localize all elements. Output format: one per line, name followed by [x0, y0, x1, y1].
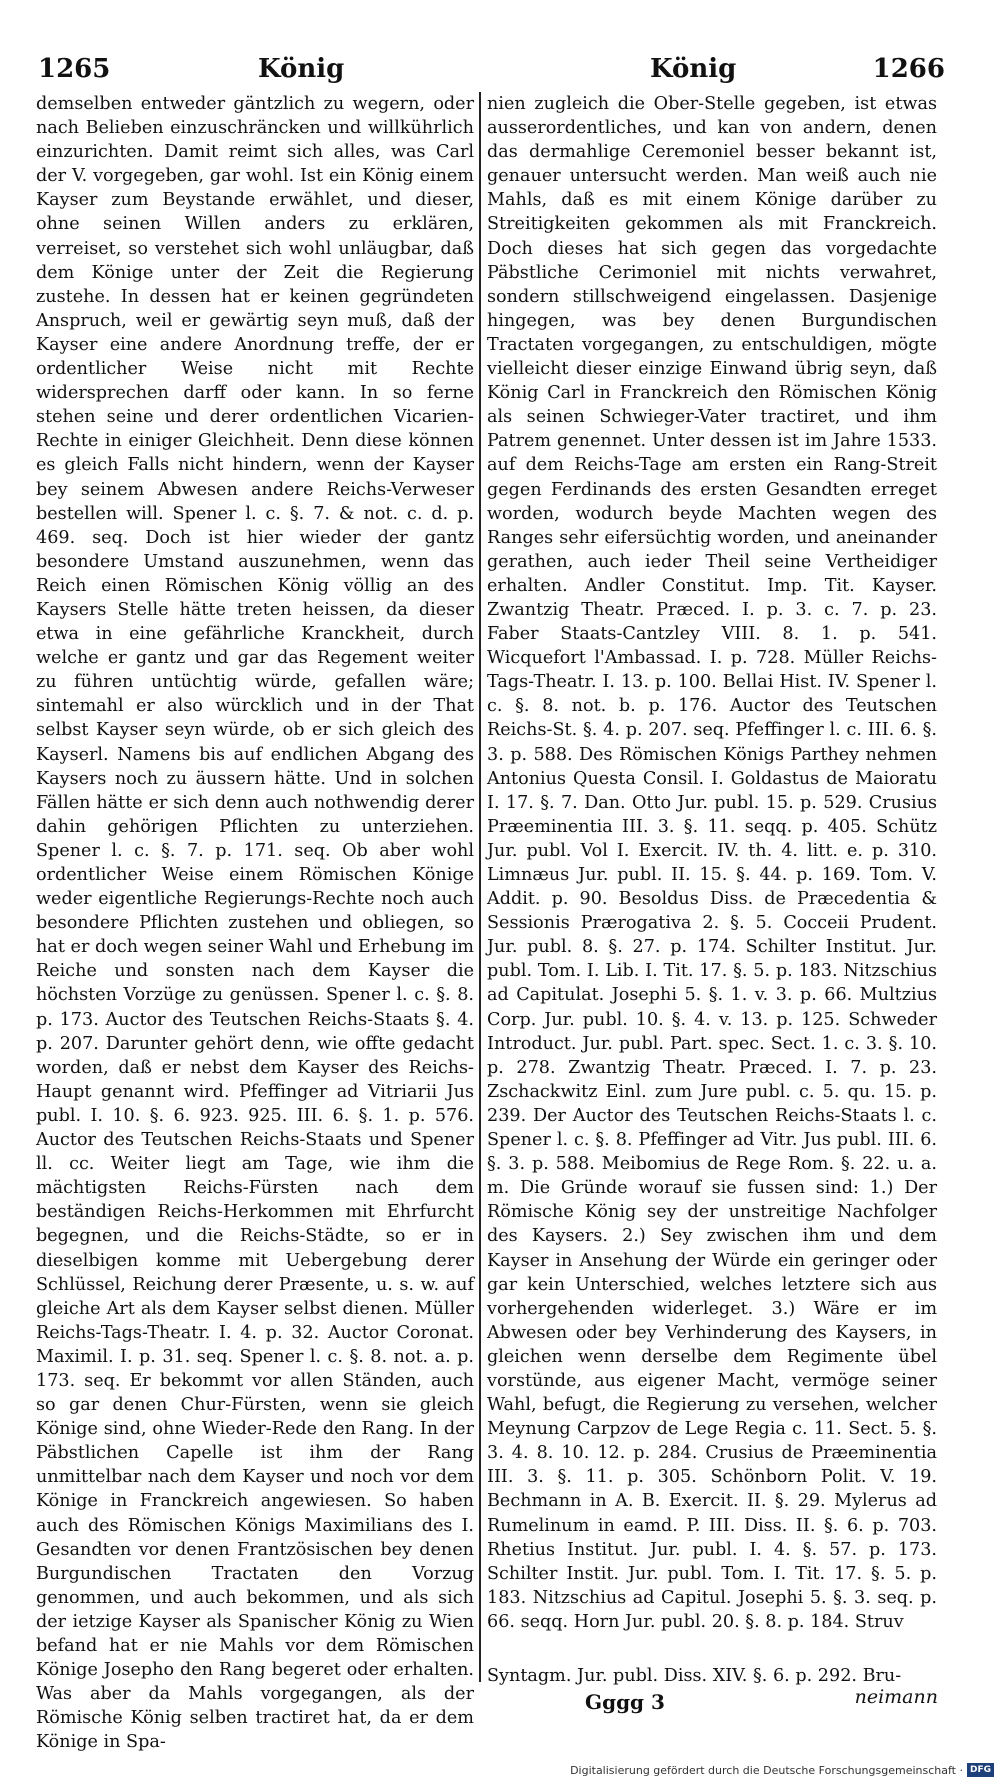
right-column-last-line: Syntagm. Jur. publ. Diss. XIV. §. 6. p. 292. Bru- — [487, 1666, 902, 1686]
page-header — [30, 54, 945, 88]
running-headword-right: König — [650, 54, 737, 84]
signature-mark: Gggg 3 — [585, 1690, 665, 1714]
left-column-text: demselben entweder gäntzlich zu wegern, oder nach Belieben einzuschräncken und willkührlich einzurichten. Damit reimt sich alles, was Carl der V. vorgegeben, gar wohl. Ist ein König einem Kayser zum Beystande erwählet, und dieser, ohne seinen Willen anders zu erklären, verreiset, so verstehet sich wohl unläugbar, daß dem Könige unter der Zeit die Regierung zustehe. In dessen hat er keinen gegründeten Anspruch, weil er gewärtig seyn muß, daß der Kayser eine andere Anordnung treffe, der er ordentlicher Weise nicht mit Rechte widersprechen darff oder kann. In so ferne stehen seine und derer ordentlichen Vicarien-Rechte in einiger Gleichheit. Denn diese können es gleich Falls nicht hindern, wenn der Kayser bey seinem Abwesen andere Reichs-Verweser bestellen will. Spener l. c. §. 7. & not. c. d. p. 469. seq. Doch ist hier wieder der gantz besondere Umstand auszunehmen, wenn das Reich einen Römischen König völlig an des Kaysers Stelle hätte treten heissen, da dieser etwa in eine gefährliche Kranckheit, durch welche er gantz und gar das Regement weiter zu führen untüchtig würde, gefallen wäre; sintemahl er also würcklich und in der That selbst Kayser seyn würde, ob er sich gleich des Kayserl. Namens bis auf endlichen Abgang des Kaysers noch zu äussern hätte. Und in solchen Fällen hätte er sich denn auch nothwendig derer dahin gehörigen Pflichten zu unterziehen. Spener l. c. §. 7. p. 171. seq. Ob aber wohl ordentlicher Weise einem Römischen Könige weder eigentliche Regierungs-Rechte noch auch besondere Pflichten zustehen und obliegen, so hat er doch wegen seiner Wahl und Erhebung im Reiche und sonsten nach dem Kayser die höchsten Vorzüge zu genüssen. Spener l. c. §. 8. p. 173. Auctor des Teutschen Reichs-Staats §. 4. p. 207. Darunter gehört denn, wie offte gedacht worden, daß er nebst dem Kayser des Reichs-Haupt genannt wird. Pfeffinger ad Vitriarii Jus publ. I. 10. §. 6. 923. 925. III. 6. §. 1. p. 576. Auctor des Teutschen Reichs-Staats und Spener ll. cc. Weiter liegt am Tage, wie ihm die mächtigsten Reichs-Fürsten nach dem beständigen Reichs-Herkommen mit Ehrfurcht begegnen, und die Reichs-Städte, so er in dieselbigen komme mit Uebergebung derer Schlüssel, Reichung derer Præsente, u. s. w. auf gleiche Art als dem Kayser selbst dienen. Müller Reichs-Tags-Theatr. I. 4. p. 32. Auctor Coronat. Maximil. I. p. 31. seq. Spener l. c. §. 8. not. a. p. 173. seq. Er bekommt vor allen Ständen, auch so gar denen Chur-Fürsten, wenn sie gleich Könige sind, ohne Wieder-Rede den Rang. In der Päbstlichen Capelle ist ihm der Rang unmittelbar nach dem Kayser und noch vor dem Könige in Franckreich angewiesen. So haben auch des Römischen Königs Maximilians des I. Gesandten vor denen Frantzösischen bey denen Burgundischen Tractaten den Vorzug genommen, und auch bekommen, und als sich der ietzige Kayser als Spanischer König zu Wien befand hat er nie Mahls vor dem Römischen Könige Josepho den Rang begeret oder erhalten. Was aber da Mahls vorgegangen, als der Römische König selben tractiret hat, da er dem Könige in Spa- — [36, 94, 474, 1753]
right-column — [487, 92, 937, 1652]
column-divider — [479, 92, 481, 1682]
left-column — [36, 92, 474, 1753]
catchword: neimann — [854, 1686, 938, 1708]
page-number-left: 1265 — [38, 54, 111, 84]
running-headword-left: König — [258, 54, 345, 84]
right-column-text: nien zugleich die Ober-Stelle gegeben, ist etwas ausserordentliches, und kan von andern, denen das dermahlige Ceremoniel besser bekannt ist, genauer untersucht werden. Man weiß auch nie Mahls, daß es mit einem Könige darüber zu Streitigkeiten gekommen als mit Franckreich. Doch dieses hat sich gegen das vorgedachte Päbstliche Cerimoniel mit nichts verwahret, sondern stillschweigend eingelassen. Dasjenige hingegen, was bey denen Burgundischen Tractaten vorgegangen, zu entschuldigen, mögte vielleicht dieser einzige Einwand übrig seyn, daß König Carl in Franckreich den Römischen König als seinen Schwieger-Vater tractiret, und ihm Patrem genennet. Unter dessen ist im Jahre 1533. auf dem Reichs-Tage am ersten ein Rang-Streit gegen Ferdinands des ersten Gesandten erreget worden, wodurch beyde Machten wegen des Ranges sehr eifersüchtig worden, und aneinander gerathen, auch ieder Theil seine Vertheidiger erhalten. Andler Constitut. Imp. Tit. Kayser. Zwantzig Theatr. Præced. I. p. 3. c. 7. p. 23. Faber Staats-Cantzley VIII. 8. 1. p. 541. Wicquefort l'Ambassad. I. p. 728. Müller Reichs-Tags-Theatr. I. 13. p. 100. Bellai Hist. IV. Spener l. c. §. 8. not. b. p. 176. Auctor des Teutschen Reichs-St. §. 4. p. 207. seq. Pfeffinger l. c. III. 6. §. 3. p. 588. Des Römischen Königs Parthey nehmen Antonius Questa Consil. I. Goldastus de Maioratu I. 17. §. 7. Dan. Otto Jur. publ. 15. p. 529. Crusius Præeminentia III. 3. §. 11. seqq. p. 405. Schütz Jur. publ. Vol I. Exercit. IV. th. 4. litt. e. p. 310. Limnæus Jur. publ. II. 15. §. 44. p. 169. Tom. V. Addit. p. 90. Besoldus Diss. de Præcedentia & Sessionis Prærogativa 2. §. 5. Cocceii Prudent. Jur. publ. 8. §. 27. p. 174. Schilter Institut. Jur. publ. Tom. I. Lib. I. Tit. 17. §. 5. p. 183. Nitzschius ad Capitulat. Josephi 5. §. 1. v. 3. p. 66. Multzius Corp. Jur. publ. 10. §. 4. v. 13. p. 125. Schweder Introduct. Jur. publ. Part. spec. Sect. 1. c. 3. §. 10. p. 278. Zwantzig Theatr. Præced. I. 7. p. 23. Zschackwitz Einl. zum Jure publ. c. 5. qu. 15. p. 239. Der Auctor des Teutschen Reichs-Staats l. c. Spener l. c. §. 8. Pfeffinger ad Vitr. Jus publ. III. 6. §. 3. p. 588. Meibomius de Rege Rom. §. 22. u. a. m. Die Gründe worauf sie fussen sind: 1.) Der Römische König sey der unstreitige Nachfolger des Kaysers. 2.) Sey zwischen ihm und dem Kayser in Ansehung der Würde ein geringer oder gar kein Unterschied, welches letztere sich aus vorhergehenden widerleget. 3.) Wäre er im Abwesen oder bey Verhinderung des Kaysers, in gleichen wenn derselbe dem Regimente übel vorstünde, aus eigener Macht, vermöge seiner Wahl, befugt, die Regierung zu versehen, welcher Meynung Carpzov de Lege Regia c. 11. Sect. 5. §. 3. 4. 8. 10. 12. p. 284. Crusius de Præeminentia III. 3. §. 11. p. 305. Schönborn Polit. V. 19. Bechmann in A. B. Exercit. II. §. 29. Mylerus ad Rumelinum in eamd. P. III. Diss. II. §. 6. p. 703. Rhetius Institut. Jur. publ. I. 4. §. 57. p. 173. Schilter Instit. Jur. publ. Tom. I. Tit. 17. §. 5. p. 183. Nitzschius ad Capitul. Josephi 5. §. 3. seq. p. 66. seqq. Horn Jur. publ. 20. §. 8. p. 184. Struv — [487, 94, 937, 1632]
dfg-logo-icon: DFG — [967, 1763, 994, 1777]
digitization-credit — [570, 1763, 994, 1777]
page-number-right: 1266 — [872, 54, 945, 84]
credit-text: Digitalisierung gefördert durch die Deutsche Forschungsgemeinschaft · — [570, 1763, 963, 1777]
